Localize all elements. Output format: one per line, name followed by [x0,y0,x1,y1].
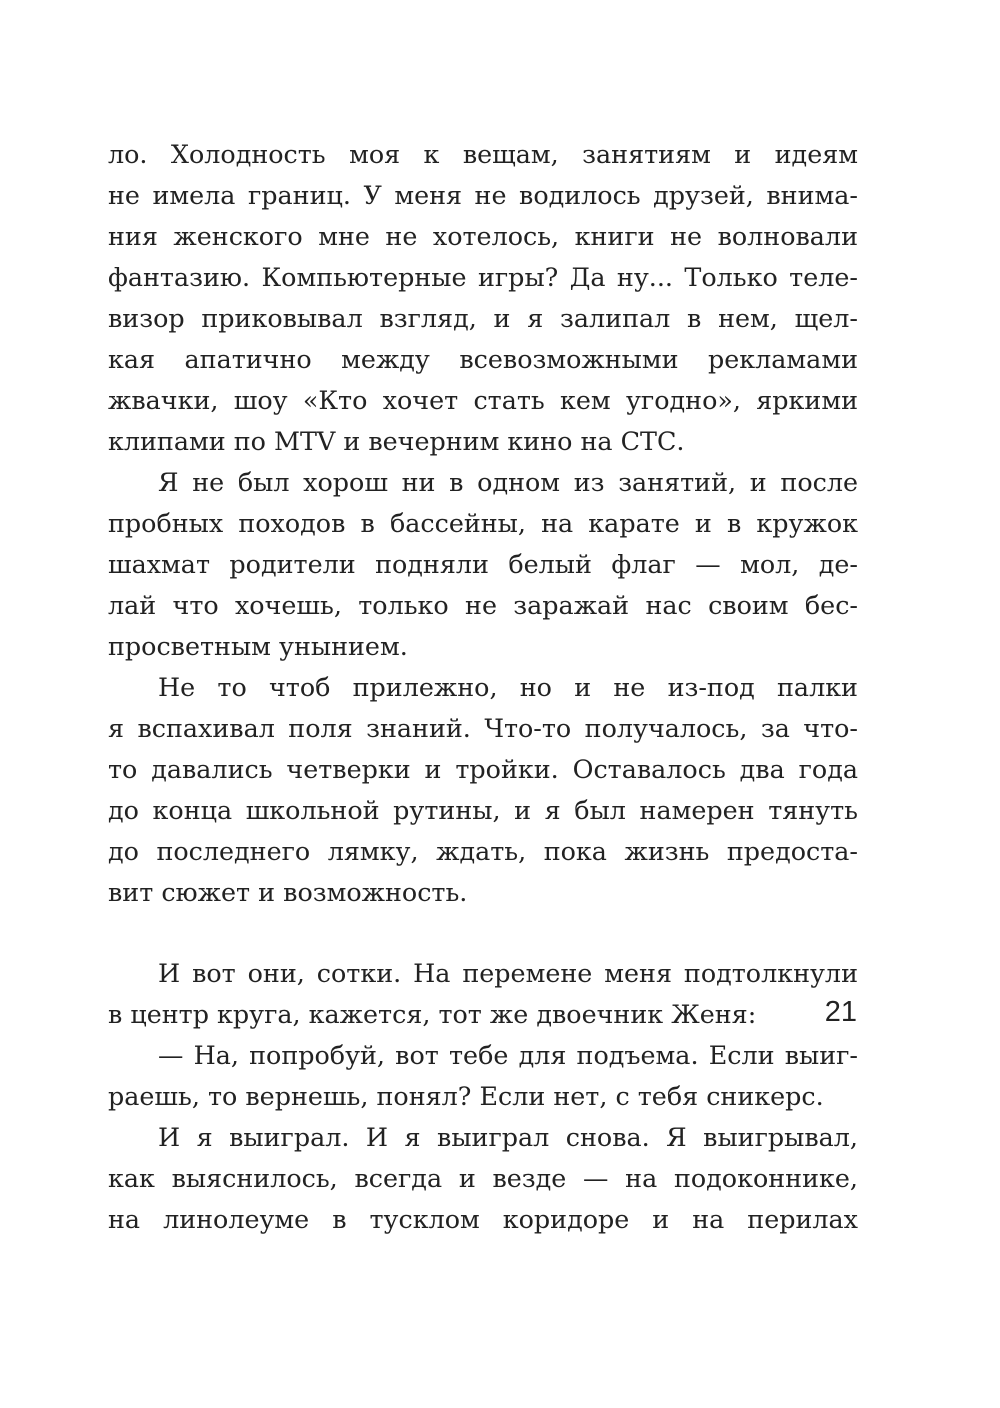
text-line: И я выиграл. И я выиграл снова. Я выигрывал, [158,1122,858,1152]
text-line: ло. Холодность моя к вещам, занятиям и идеям [108,139,858,169]
text-line: шахмат родители подняли белый флаг — мол, де- [108,549,858,579]
paragraph [108,667,858,913]
text-line: И вот они, сотки. На перемене меня подтолкнули [158,958,858,988]
text-line: я вспахивал поля знаний. Что-то получалось, за что- [108,713,858,743]
paragraph [108,134,858,462]
text-line: до конца школьной рутины, и я был намерен тянуть [108,795,858,825]
text-line: — На, попробуй, вот тебе для подъема. Если выиг- [158,1040,858,1070]
text-line: на линолеуме в тусклом коридоре и на перилах [108,1204,858,1234]
text-line: жвачки, шоу «Кто хочет стать кем угодно», яркими [108,385,858,415]
text-line: то давались четверки и тройки. Оставалось два года [108,754,858,784]
text-line: ния женского мне не хотелось, книги не волновали [108,221,858,251]
text-line: не имела границ. У меня не водилось друзей, внима- [108,180,858,210]
text-line: фантазию. Компьютерные игры? Да ну... Только теле- [108,262,858,292]
page-number: 21 [824,996,857,1028]
text-line: до последнего лямку, ждать, пока жизнь предоста- [108,836,858,866]
text-line: Я не был хорош ни в одном из занятий, и после [158,467,858,497]
text-line: визор приковывал взгляд, и я залипал в нем, щел- [108,303,858,333]
text-line: кая апатично между всевозможными рекламами [108,344,858,374]
paragraph [108,1117,858,1240]
text-line: вит сюжет и возможность. [108,877,468,907]
text-line: раешь, то вернешь, понял? Если нет, с тебя сникерс. [108,1081,824,1111]
text-line: Не то чтоб прилежно, но и не из-под палки [158,672,858,702]
text-line: в центр круга, кажется, тот же двоечник Женя: [108,999,757,1029]
text-line: просветным унынием. [108,631,408,661]
text-line: клипами по MTV и вечерним кино на СТС. [108,426,685,456]
paragraph [108,953,858,1035]
text-line: лай что хочешь, только не заражай нас своим бес- [108,590,858,620]
paragraph [108,462,858,667]
dialogue-paragraph [108,1035,858,1117]
text-line: пробных походов в бассейны, на карате и в кружок [108,508,858,538]
body-text [108,134,858,1240]
text-line: как выяснилось, всегда и везде — на подоконнике, [108,1163,858,1193]
section-break [108,913,858,953]
